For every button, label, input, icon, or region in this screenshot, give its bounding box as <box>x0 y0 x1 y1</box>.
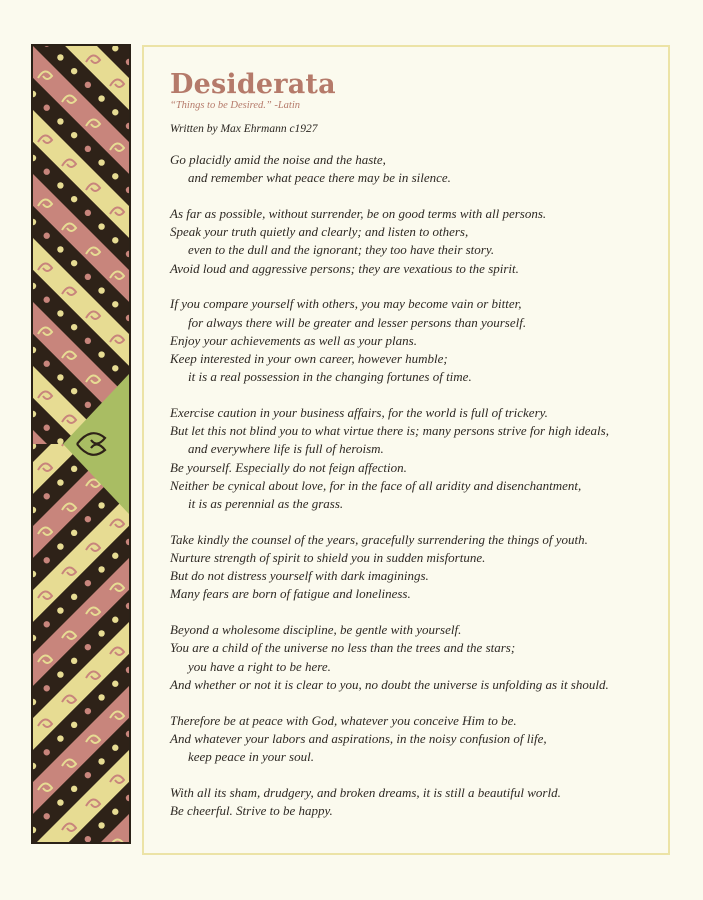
ornament-dot <box>85 772 91 778</box>
ornament-dot <box>57 246 63 252</box>
ornament-dot <box>98 694 104 700</box>
poem-line: Many fears are born of fatigue and loneliness. <box>170 586 411 602</box>
poem-line: it is as perennial as the grass. <box>188 496 344 512</box>
poem-line: Avoid loud and aggressive persons; they are vexatious to the spirit. <box>170 260 519 276</box>
ornament-dot <box>44 233 50 239</box>
ornament-dot <box>112 553 118 559</box>
ornament-dot <box>112 617 118 623</box>
ornament-dot <box>44 425 50 431</box>
ornament-dot <box>98 566 104 572</box>
ornament-dot <box>44 105 50 111</box>
ornament-dot <box>98 223 104 229</box>
stanza <box>170 295 660 386</box>
ornament-dot <box>44 557 50 563</box>
poem-stanzas <box>170 151 660 820</box>
poem-line: You are a child of the universe no less than the trees and the stars; <box>170 640 516 656</box>
ornament-dot <box>44 169 50 175</box>
ornament-dot <box>85 644 91 650</box>
poem-line: Therefore be at peace with God, whatever you conceive Him to be. <box>170 712 517 728</box>
poem-line: Beyond a wholesome discipline, be gentle with yourself. <box>170 622 462 638</box>
ornament-dot <box>57 671 63 677</box>
poem-line: Neither be cynical about love, for in the face of all aridity and disenchantment, <box>170 477 582 493</box>
ornament-dot <box>85 146 91 152</box>
ornament-dot <box>71 68 77 74</box>
ornament-dot <box>57 54 63 60</box>
poem-subtitle: “Things to be Desired.” -Latin <box>170 100 300 111</box>
ornament-dot <box>112 809 118 815</box>
ornament-dot <box>44 621 50 627</box>
poem-line: even to the dull and the ignorant; they too have their story. <box>188 242 495 258</box>
poem-line: for always there will be greater and lesser persons than yourself. <box>188 314 527 330</box>
ornament-dot <box>98 287 104 293</box>
ornament-dot <box>112 681 118 687</box>
ornament-dot <box>57 607 63 613</box>
ornament-dot <box>98 351 104 357</box>
poem-line: and remember what peace there may be in silence. <box>188 170 451 186</box>
ornament-dot <box>57 374 63 380</box>
ornament-dot <box>85 82 91 88</box>
ornament-dot <box>71 466 77 472</box>
poem-line: Enjoy your achievements as well as your plans. <box>170 332 417 348</box>
ornament-dot <box>71 196 77 202</box>
ornament-dot <box>71 786 77 792</box>
ornament-dot <box>71 658 77 664</box>
ornament-dot <box>98 159 104 165</box>
ornament-dot <box>44 749 50 755</box>
ornament-dot <box>44 297 50 303</box>
ornament-dot <box>85 210 91 216</box>
stanza <box>170 784 660 820</box>
poem-author: Written by Max Ehrmann c1927 <box>170 123 318 135</box>
poem-line: And whatever your labors and aspirations, in the noisy confusion of life, <box>170 730 547 746</box>
ornament-dot <box>71 594 77 600</box>
ornament-dot <box>85 708 91 714</box>
poem-line: Exercise caution in your business affairs, for the world is full of trickery. <box>170 405 548 421</box>
ornament-dot <box>57 182 63 188</box>
poem-line: Speak your truth quietly and clearly; and listen to others, <box>170 224 469 240</box>
ornament-dot <box>44 685 50 691</box>
ornament-dot <box>98 502 104 508</box>
poem-line: But let this not blind you to what virtue there is; many persons strive for high ideals, <box>170 423 609 439</box>
stanza <box>170 712 660 767</box>
ornament-dot <box>112 173 118 179</box>
poem-line: Keep interested in your own career, however humble; <box>170 351 448 367</box>
ornament-dot <box>57 118 63 124</box>
ornament-dot <box>57 735 63 741</box>
poem-title: Desiderata <box>170 69 336 100</box>
poem-line: Nurture strength of spirit to shield you in sudden misfortune. <box>170 550 486 566</box>
ornament-pattern <box>33 46 129 842</box>
ornament-dot <box>57 310 63 316</box>
ornament-dot <box>98 95 104 101</box>
ornament-dot <box>98 630 104 636</box>
ornament-dot <box>85 516 91 522</box>
stanza <box>170 621 660 694</box>
ornament-dot <box>98 758 104 764</box>
ornament-dot <box>85 402 91 408</box>
poem-line: keep peace in your soul. <box>188 749 314 765</box>
stanza <box>170 531 660 604</box>
poem-line: and everywhere life is full of heroism. <box>188 441 384 457</box>
ornament-dot <box>112 745 118 751</box>
ornament-dot <box>71 530 77 536</box>
ornament-dot <box>112 301 118 307</box>
ornament-dot <box>98 822 104 828</box>
ornament-dot <box>44 493 50 499</box>
ornament-dot <box>57 479 63 485</box>
poem-line: But do not distress yourself with dark imaginings. <box>170 568 429 584</box>
poem-line: If you compare yourself with others, you may become vain or bitter, <box>170 296 522 312</box>
ornament-dot <box>71 324 77 330</box>
ornament-dot <box>71 722 77 728</box>
poem-line: it is a real possession in the changing fortunes of time. <box>188 369 472 385</box>
poem-line: With all its sham, drudgery, and broken dreams, it is still a beautiful world. <box>170 784 561 800</box>
ornament-dot <box>71 260 77 266</box>
stanza <box>170 205 660 278</box>
ornament-dot <box>112 365 118 371</box>
ornament-dot <box>71 388 77 394</box>
ornamental-border <box>31 44 131 844</box>
ornament-dot <box>57 543 63 549</box>
stanza <box>170 404 660 513</box>
poem-line: As far as possible, without surrender, be on good terms with all persons. <box>170 206 547 221</box>
stanza <box>170 151 660 187</box>
ornament-dot <box>112 109 118 115</box>
ornament-dot <box>85 580 91 586</box>
poem-line: you have a right to be here. <box>188 658 331 674</box>
ornament-dot <box>85 274 91 280</box>
poem-content <box>170 70 660 838</box>
poem-line: Be cheerful. Strive to be happy. <box>170 803 333 819</box>
poem-line: And whether or not it is clear to you, no doubt the universe is unfolding as it should. <box>170 676 609 692</box>
ornament-dot <box>57 438 63 444</box>
ornament-dot <box>44 813 50 819</box>
ornament-dot <box>44 361 50 367</box>
poem-line: Be yourself. Especially do not feign affection. <box>170 459 407 475</box>
poem-line: Go placidly amid the noise and the haste, <box>170 152 386 167</box>
ornament-dot <box>85 338 91 344</box>
poem-line: Take kindly the counsel of the years, gracefully surrendering the things of youth. <box>170 531 588 547</box>
ornament-dot <box>57 799 63 805</box>
ornament-dot <box>71 132 77 138</box>
ornament-dot <box>112 237 118 243</box>
